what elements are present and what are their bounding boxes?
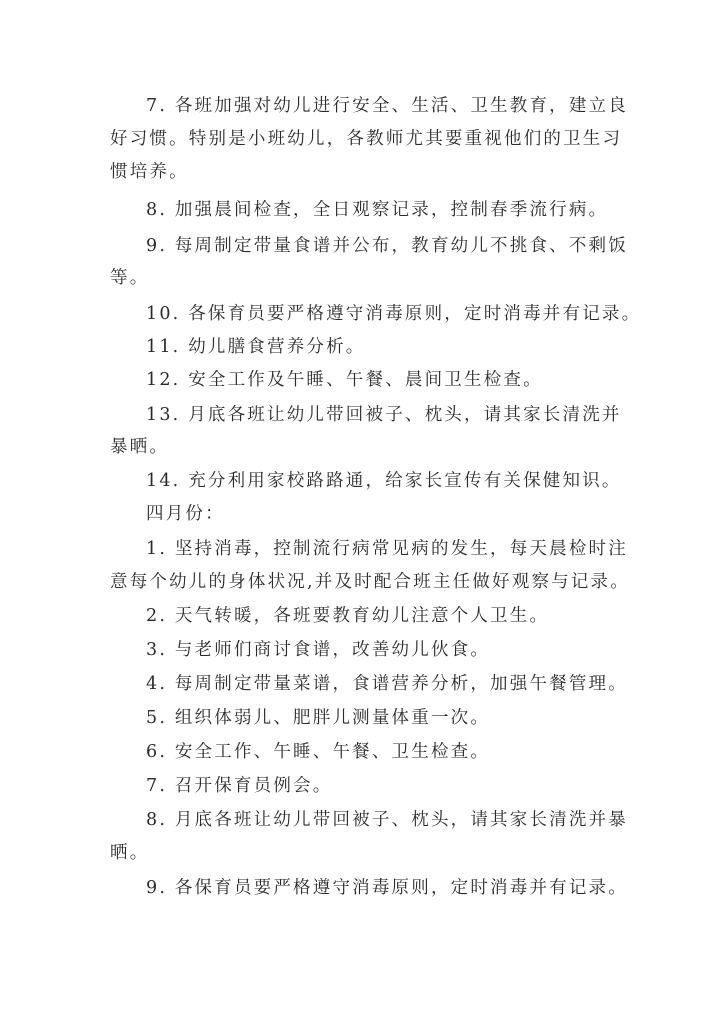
text-line: 等。 <box>110 268 150 288</box>
text-line: 9. 每周制定带量食谱并公布，教育幼儿不挑食、不剩饭 <box>146 236 628 256</box>
text-line: 好习惯。特别是小班幼儿，各教师尤其要重视他们的卫生习 <box>110 129 623 149</box>
text-line: 惯培养。 <box>110 162 189 182</box>
text-line: 7. 各班加强对幼儿进行安全、生活、卫生教育，建立良 <box>146 96 628 116</box>
text-line: 2. 天气转暖，各班要教育幼儿注意个人卫生。 <box>146 606 550 626</box>
text-line: 暴晒。 <box>110 437 170 457</box>
text-line: 意每个幼儿的身体状况,并及时配合班主任做好观察与记录。 <box>110 572 630 592</box>
text-line: 1. 坚持消毒，控制流行病常见病的发生，每天晨检时注 <box>146 539 628 559</box>
text-line: 5. 组织体弱儿、肥胖儿测量体重一次。 <box>146 708 491 728</box>
text-line: 7. 召开保育员例会。 <box>146 776 333 796</box>
text-line: 3. 与老师们商讨食谱，改善幼儿伙食。 <box>146 640 491 660</box>
text-line: 8. 加强晨间检查，全日观察记录，控制春季流行病。 <box>146 200 609 220</box>
text-line: 14. 充分利用家校路路通，给家长宣传有关保健知识。 <box>146 471 622 491</box>
text-line: 4. 每周制定带量菜谱，食谱营养分析，加强午餐管理。 <box>146 674 628 694</box>
section-heading: 四月份： <box>146 504 225 524</box>
text-line: 12. 安全工作及午睡、午餐、晨间卫生检查。 <box>146 370 543 390</box>
text-line: 10. 各保育员要严格遵守消毒原则，定时消毒并有记录。 <box>146 304 642 324</box>
text-line: 8. 月底各班让幼儿带回被子、枕头，请其家长清洗并暴 <box>146 810 628 830</box>
text-line: 13. 月底各班让幼儿带回被子、枕头，请其家长清洗并 <box>146 405 622 425</box>
text-line: 11. 幼儿膳食营养分析。 <box>146 337 366 357</box>
text-line: 6. 安全工作、午睡、午餐、卫生检查。 <box>146 742 491 762</box>
text-line: 9. 各保育员要严格遵守消毒原则，定时消毒并有记录。 <box>146 878 628 898</box>
text-line: 晒。 <box>110 843 150 863</box>
